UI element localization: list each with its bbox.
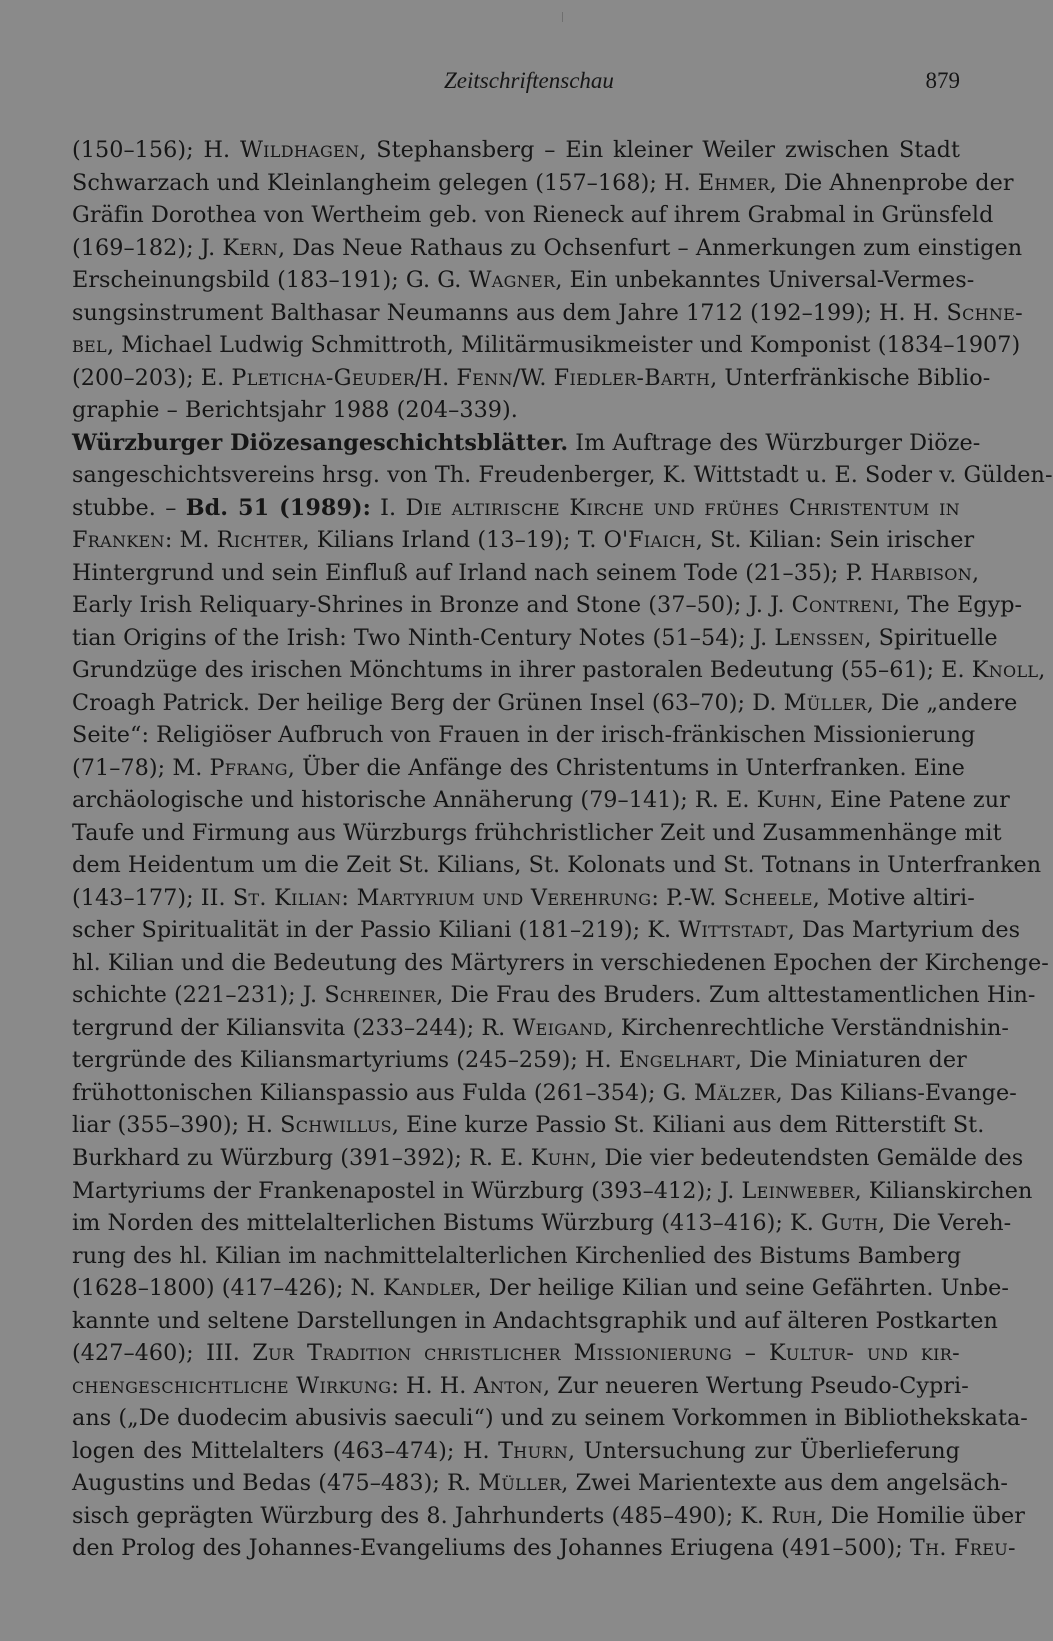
- text-line: [72, 817, 1002, 850]
- author-name: Wittstadt: [678, 917, 788, 944]
- text-segment: , Kilians Irland (13–19); T. O': [302, 527, 629, 554]
- bold-heading: Bd. 51 (1989):: [185, 494, 371, 521]
- author-name: Müller: [783, 689, 867, 716]
- text-segment: frühottonischen Kilianspassio aus Fulda (261–354); G.: [72, 1079, 695, 1106]
- text-segment: , Die Homilie über: [816, 1502, 1025, 1529]
- text-segment: sungsinstrument Balthasar Neumanns aus dem Jahre 1712 (192–199); H. H.: [72, 299, 947, 326]
- author-name: Kuhn: [756, 787, 816, 814]
- text-line: [72, 1207, 1012, 1240]
- author-name: Guth: [821, 1210, 879, 1237]
- author-name: chengeschichtliche Wirkung: [72, 1372, 392, 1399]
- text-line: [72, 557, 980, 590]
- text-segment: archäologische und historische Annäherung (79–141); R. E.: [72, 787, 757, 814]
- text-line: [72, 199, 994, 232]
- text-segment: , Kilianskirchen: [854, 1177, 1033, 1204]
- text-line: [72, 1142, 1024, 1175]
- text-segment: ,: [972, 559, 980, 586]
- text-segment: Gräfin Dorothea von Wertheim geb. von Rieneck auf ihrem Grabmal in Grünsfeld: [72, 202, 994, 229]
- text-segment: ,: [1038, 657, 1046, 684]
- text-line: [72, 1370, 969, 1403]
- text-line: [72, 1109, 985, 1142]
- text-line: [72, 1044, 967, 1077]
- text-line: [72, 1077, 1017, 1110]
- text-segment: , The Egyp-: [892, 592, 1023, 619]
- author-name: Schwillus: [280, 1112, 392, 1139]
- text-segment: im Norden des mittelalterlichen Bistums Würzburg (413–416); K.: [72, 1210, 822, 1237]
- text-segment: graphie – Berichtsjahr 1988 (204–339).: [72, 397, 518, 424]
- page-header: [72, 64, 960, 104]
- text-segment: , Spirituelle: [864, 624, 998, 651]
- text-segment: (169–182); J.: [72, 234, 223, 261]
- text-line: [72, 849, 1042, 882]
- text-segment: kannte und seltene Darstellungen in Andachtsgraphik und auf älteren Postkarten: [72, 1307, 998, 1334]
- text-line: [72, 589, 1023, 622]
- text-segment: , Unterfränkische Biblio-: [710, 364, 991, 391]
- text-segment: (200–203); E.: [72, 364, 232, 391]
- author-name: Richter: [216, 527, 303, 554]
- text-segment: hl. Kilian und die Bedeutung des Märtyrers in verschiedenen Epochen der Kirchenge-: [72, 949, 1049, 976]
- text-segment: (427–460); III.: [72, 1340, 253, 1367]
- text-segment: Im Auftrage des Würzburger Diöze-: [568, 429, 981, 456]
- author-name: Ehmer: [697, 169, 770, 196]
- text-segment: Taufe und Firmung aus Würzburgs frühchristlicher Zeit und Zusammenhänge mit: [72, 819, 1002, 846]
- text-line: [72, 1500, 1025, 1533]
- text-line: [72, 882, 975, 915]
- text-segment: Seite“: Religiöser Aufbruch von Frauen in der irisch-fränkischen Missionierung: [72, 722, 976, 749]
- text-segment: , Der heilige Kilian und seine Gefährten. Unbe-: [474, 1275, 1009, 1302]
- text-segment: ans („De duodecim abusivis saeculi“) und zu seinem Vorkommen in Bibliothekskata-: [72, 1405, 1028, 1432]
- text-segment: , Über die Anfänge des Christentums in Unterfranken. Eine: [287, 754, 965, 781]
- text-segment: , Die Frau des Bruders. Zum alttestamentlichen Hin-: [436, 982, 1036, 1009]
- text-segment: (1628–1800) (417–426); N.: [72, 1275, 383, 1302]
- text-segment: tergrund der Kiliansvita (233–244); R.: [72, 1014, 513, 1041]
- text-segment: , St. Kilian: Sein irischer: [695, 527, 975, 554]
- text-segment: scher Spiritualität in der Passio Kiliani (181–219); K.: [72, 917, 679, 944]
- text-line: [72, 492, 960, 525]
- text-segment: Grundzüge des irischen Mönchtums in ihrer pastoralen Bedeutung (55–61); E.: [72, 657, 972, 684]
- author-name: Zur Tradition christlicher Missionierung – Kultur- und kir-: [252, 1340, 960, 1367]
- author-name: Engelhart: [618, 1047, 735, 1074]
- text-segment: Croagh Patrick. Der heilige Berg der Grünen Insel (63–70); D.: [72, 689, 784, 716]
- text-line: [72, 459, 1053, 492]
- author-name: Leinweber: [741, 1177, 855, 1204]
- text-segment: Early Irish Reliquary-Shrines in Bronze and Stone (37–50); J. J.: [72, 592, 792, 619]
- text-line: [72, 329, 1021, 362]
- text-line: [72, 167, 1014, 200]
- text-line: [72, 1272, 1009, 1305]
- text-segment: rung des hl. Kilian im nachmittelalterlichen Kirchenlied des Bistums Bamberg: [72, 1242, 962, 1269]
- text-segment: den Prolog des Johannes-Evangeliums des Johannes Eriugena (491–500);: [72, 1535, 910, 1562]
- text-line: [72, 947, 1049, 980]
- author-name: Kuhn: [530, 1144, 591, 1171]
- author-name: Kandler: [382, 1275, 475, 1302]
- text-segment: (150–156); H.: [72, 137, 240, 163]
- bold-heading: Würzburger Diözesangeschichtsblätter.: [72, 429, 569, 456]
- text-segment: , Die Miniaturen der: [734, 1047, 967, 1074]
- text-segment: , Die vier bedeutendsten Gemälde des: [590, 1144, 1024, 1171]
- text-segment: tian Origins of the Irish: Two Ninth-Century Notes (51–54); J.: [72, 624, 775, 651]
- text-segment: : H. H.: [391, 1372, 474, 1399]
- author-name: Knoll: [971, 657, 1039, 684]
- author-name: Pleticha-Geuder: [231, 364, 416, 391]
- author-name: Die altirische Kirche und frühes Christentum in: [405, 494, 960, 521]
- text-segment: , Eine Patene zur: [815, 787, 1010, 814]
- text-segment: , Michael Ludwig Schmittroth, Militärmusikmeister und Komponist (1834–1907): [106, 332, 1021, 359]
- text-segment: sangeschichtsvereins hrsg. von Th. Freudenberger, K. Wittstadt u. E. Soder v. Gülden-: [72, 462, 1053, 489]
- author-name: Lenssen: [774, 624, 865, 651]
- author-name: Contreni: [791, 592, 893, 619]
- page-number: 879: [925, 68, 960, 93]
- author-name: Weigand: [512, 1014, 607, 1041]
- text-line: [72, 362, 991, 395]
- text-line: [72, 654, 1046, 687]
- author-name: Scheele: [723, 884, 813, 911]
- author-name: Wagner: [468, 267, 556, 294]
- author-name: Harbison: [870, 559, 973, 586]
- text-segment: , Das Kilians-Evange-: [775, 1079, 1017, 1106]
- text-line: [72, 687, 1018, 720]
- text-segment: Erscheinungsbild (183–191); G. G.: [72, 267, 469, 294]
- text-line: [72, 427, 981, 460]
- text-line: [72, 264, 975, 297]
- author-name: Fiaich: [628, 527, 696, 554]
- text-segment: dem Heidentum um die Zeit St. Kilians, St. Kolonats und St. Totnans in Unterfranken: [72, 852, 1042, 879]
- text-segment: , Das Martyrium des: [787, 917, 1021, 944]
- text-segment: Burkhard zu Würzburg (391–392); R. E.: [72, 1144, 531, 1171]
- author-name: Franken: [72, 527, 165, 554]
- text-line: [72, 1305, 998, 1338]
- author-name: Müller: [478, 1470, 562, 1497]
- text-segment: , Motive altiri-: [812, 884, 975, 911]
- text-segment: , Eine kurze Passio St. Kiliani aus dem Ritterstift St.: [391, 1112, 985, 1139]
- author-name: Schreiner: [324, 982, 437, 1009]
- text-line: [72, 1435, 960, 1468]
- text-segment: , Die Ahnenprobe der: [769, 169, 1014, 196]
- text-line: [72, 1337, 960, 1370]
- author-name: Fiedler-Barth: [553, 364, 711, 391]
- text-line: [72, 1240, 960, 1273]
- text-line: [72, 752, 965, 785]
- author-name: Th. Freu-: [909, 1535, 1016, 1562]
- text-segment: stubbe. –: [72, 494, 186, 521]
- text-line: [72, 297, 1023, 330]
- text-segment: /W.: [512, 364, 554, 391]
- text-segment: , Die Vereh-: [878, 1210, 1012, 1237]
- author-name: Fenn: [456, 364, 513, 391]
- text-line: [72, 622, 998, 655]
- text-segment: , Ein unbekanntes Universal-Vermes-: [555, 267, 975, 294]
- scan-mark: [562, 12, 563, 22]
- text-segment: /H.: [415, 364, 457, 391]
- text-segment: Hintergrund und sein Einfluß auf Irland nach seinem Tode (21–35); P.: [72, 559, 871, 586]
- text-segment: I.: [370, 494, 406, 521]
- author-name: Schne-: [946, 299, 1023, 326]
- text-line: [72, 1532, 1016, 1565]
- author-name: St. Kilian: Martyrium und Verehrung: [232, 884, 652, 911]
- author-name: Ruh: [771, 1502, 817, 1529]
- text-segment: , Die „andere: [866, 689, 1018, 716]
- text-line: [72, 719, 976, 752]
- text-segment: (143–177); II.: [72, 884, 233, 911]
- author-name: bel: [72, 332, 107, 359]
- text-segment: sisch geprägten Würzburg des 8. Jahrhunderts (485–490); K.: [72, 1502, 772, 1529]
- text-line: [72, 524, 975, 557]
- body-text: [72, 134, 1053, 1565]
- text-segment: , Untersuchung zur Überlieferung: [568, 1437, 960, 1464]
- text-line: [72, 1402, 1028, 1435]
- author-name: Wildhagen: [239, 137, 360, 163]
- text-line: [72, 784, 1010, 817]
- author-name: Anton: [473, 1372, 543, 1399]
- text-segment: , Zur neueren Wertung Pseudo-Cypri-: [542, 1372, 969, 1399]
- text-line: [72, 394, 960, 427]
- text-line: [72, 914, 1021, 947]
- author-name: Pfrang: [209, 754, 288, 781]
- text-segment: schichte (221–231); J.: [72, 982, 325, 1009]
- text-segment: , Stephansberg – Ein kleiner Weiler zwischen Stadt: [359, 137, 960, 163]
- text-line: [72, 1175, 1033, 1208]
- text-line: [72, 1012, 1010, 1045]
- text-segment: : P.-W.: [651, 884, 724, 911]
- text-line: [72, 134, 960, 167]
- author-name: Mälzer: [694, 1079, 776, 1106]
- running-title: Zeitschriftenschau: [444, 68, 614, 93]
- text-segment: , Zwei Marientexte aus dem angelsäch-: [561, 1470, 1009, 1497]
- text-line: [72, 232, 1023, 265]
- text-line: [72, 1467, 1009, 1500]
- author-name: Kern: [222, 234, 278, 261]
- text-segment: Augustins und Bedas (475–483); R.: [72, 1470, 479, 1497]
- text-segment: liar (355–390); H.: [72, 1112, 281, 1139]
- text-segment: , Das Neue Rathaus zu Ochsenfurt – Anmerkungen zum einstigen: [277, 234, 1023, 261]
- text-segment: (71–78); M.: [72, 754, 210, 781]
- text-segment: : M.: [164, 527, 217, 554]
- text-segment: , Kirchenrechtliche Verständnishin-: [606, 1014, 1010, 1041]
- text-segment: tergründe des Kiliansmartyriums (245–259); H.: [72, 1047, 619, 1074]
- text-segment: logen des Mittelalters (463–474); H.: [72, 1437, 499, 1464]
- text-segment: Schwarzach und Kleinlangheim gelegen (157–168); H.: [72, 169, 698, 196]
- author-name: Thurn: [498, 1437, 568, 1464]
- text-line: [72, 979, 1036, 1012]
- text-segment: Martyriums der Frankenapostel in Würzburg (393–412); J.: [72, 1177, 742, 1204]
